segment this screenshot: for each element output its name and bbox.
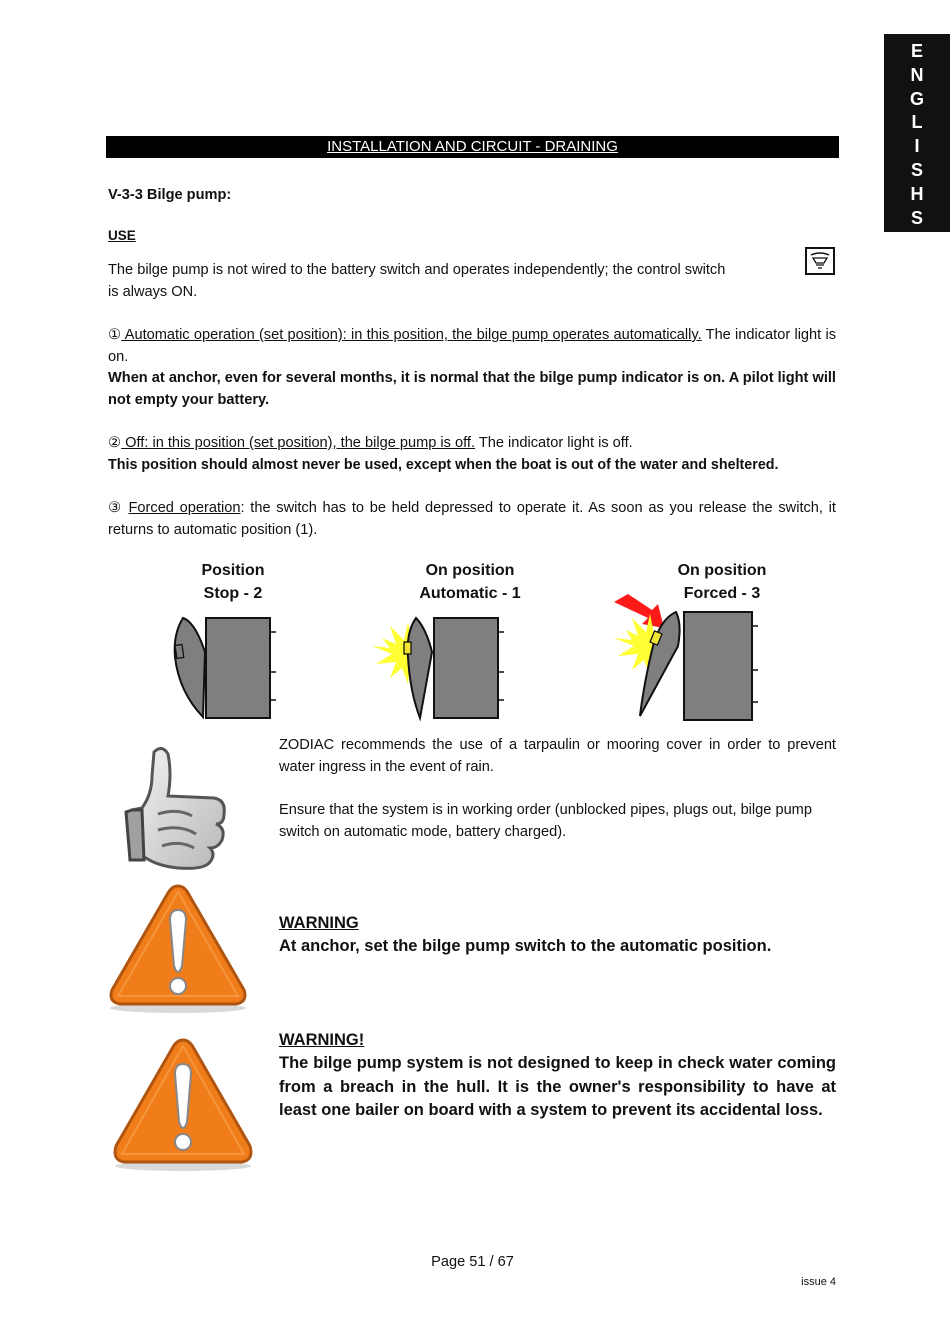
caption-line: On position — [425, 562, 515, 579]
caption-line: Position — [201, 562, 265, 579]
caption-line: On position — [677, 562, 767, 579]
forced-operation-paragraph — [108, 498, 836, 541]
page-number: Page 51 / 67 — [431, 1254, 514, 1270]
item-marker: ③ — [108, 500, 123, 516]
language-letter: S — [910, 159, 923, 180]
section-heading: V-3-3 Bilge pump: — [108, 187, 232, 203]
switch-diagram-stop — [165, 612, 285, 724]
item-underlined-text: Off: in this position (set position), the bilge pump is off. — [121, 435, 476, 451]
language-letter: H — [910, 183, 924, 204]
item-marker: ① — [108, 327, 122, 343]
item-text: The indicator light is on. — [108, 327, 836, 365]
position-caption-stop — [163, 559, 303, 605]
language-letter: E — [910, 41, 923, 61]
bilge-switch-icon — [805, 247, 835, 275]
recommend-paragraph-1: ZODIAC recommends the use of a tarpaulin or mooring cover in order to prevent water ingress in the event of rain. — [279, 737, 836, 775]
position-caption-automatic — [390, 559, 550, 605]
caption-line: Automatic - 1 — [419, 585, 521, 602]
item-text: : the switch has to be held depressed to operate it. As soon as you release the switch, it returns to automatic position (1). — [108, 500, 836, 538]
language-letter: N — [910, 64, 924, 85]
item-marker: ② — [108, 435, 122, 451]
switch-diagram-forced — [612, 592, 767, 724]
use-label: USE — [108, 228, 136, 243]
language-letter: I — [914, 136, 920, 157]
language-letter: L — [911, 112, 923, 133]
warning-triangle-icon — [106, 880, 250, 1014]
warning-text: The bilge pump system is not designed to keep in check water coming from a breach in the hull. It is the owner's responsibility to have at least one bailer on board with a system to prevent its accidental loss. — [279, 1054, 836, 1119]
item-underlined-text: Automatic operation (set position): in this position, the bilge pump operates automatically. — [121, 327, 702, 343]
warning-title: WARNING! — [279, 1031, 365, 1049]
warning-triangle-icon — [110, 1034, 256, 1172]
switch-diagram-automatic — [368, 612, 513, 724]
intro-line-1: The bilge pump is not wired to the battery switch and operates independently; the control switch — [108, 262, 726, 278]
thumbs-up-icon — [118, 744, 236, 876]
language-letter: S — [910, 207, 923, 228]
caption-line: Stop - 2 — [203, 585, 263, 602]
off-paragraph — [108, 433, 836, 455]
recommend-paragraph-2: Ensure that the system is in working order (unblocked pipes, plugs out, bilge pump switch on automatic mode, battery charged). — [279, 802, 812, 840]
item-text: The indicator light is off. — [475, 435, 633, 451]
off-note: This position should almost never be used, except when the boat is out of the water and sheltered. — [108, 457, 779, 473]
language-letter: G — [909, 88, 924, 109]
issue-label: issue 4 — [801, 1276, 836, 1288]
automatic-operation-paragraph — [108, 325, 836, 368]
intro-line-2: is always ON. — [108, 284, 198, 300]
warning-text: At anchor, set the bilge pump switch to the automatic position. — [279, 937, 772, 955]
language-tab — [884, 34, 950, 232]
caption-line: Forced - 3 — [683, 585, 761, 602]
warning-title: WARNING — [279, 914, 359, 932]
item-underlined-text: Forced operation — [128, 500, 241, 516]
section-header: INSTALLATION AND CIRCUIT - DRAINING — [106, 136, 839, 158]
automatic-note: When at anchor, even for several months, it is normal that the bilge pump indicator is on. A pilot light will not empty your battery. — [108, 370, 836, 408]
